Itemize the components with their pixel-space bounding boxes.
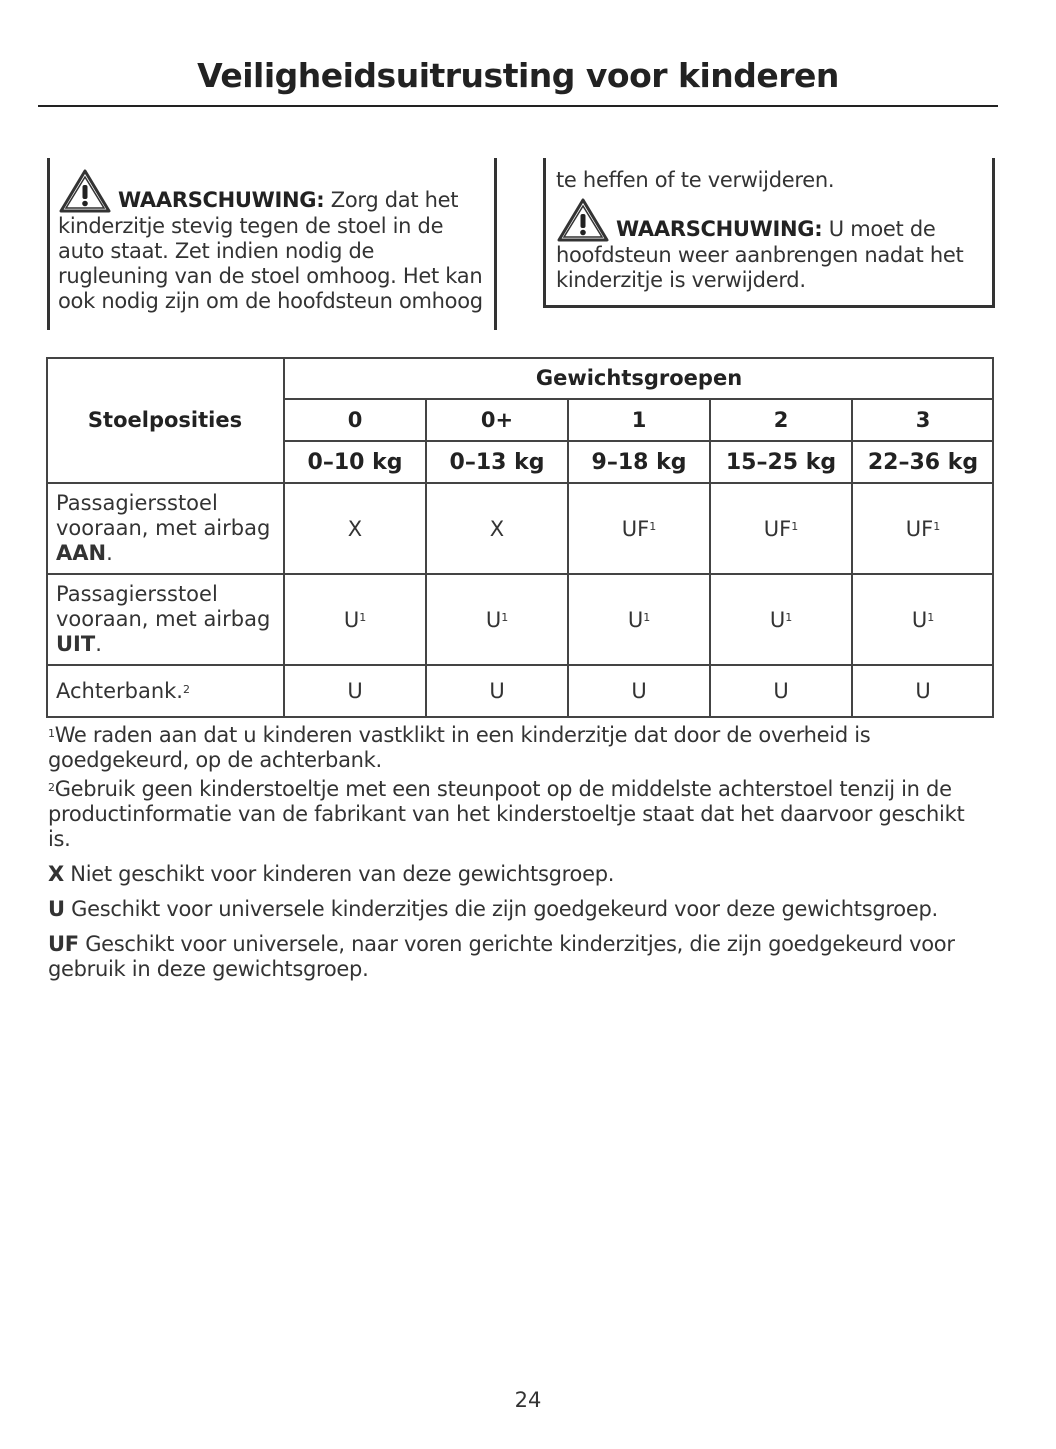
legend-u	[48, 897, 998, 922]
warning-text: U moet de	[828, 217, 936, 241]
footnote-line: Gebruik geen kinderstoeltje met een steunpoot op de middelste achterstoel tenzij in de	[54, 777, 952, 801]
warning-triangle-icon	[556, 197, 610, 243]
seat-position-table	[46, 357, 994, 718]
group-label: 3	[915, 408, 931, 432]
row-label	[46, 483, 284, 574]
cell-value: U	[631, 679, 647, 703]
cell-value: UF	[763, 516, 792, 541]
warning-line: kinderzitje stevig tegen de stoel in de	[58, 214, 444, 238]
weight-range: 0–13 kg	[449, 449, 545, 475]
weight-range: 15–25 kg	[725, 449, 837, 475]
warning-box-left	[47, 158, 497, 330]
table-cell	[284, 483, 426, 574]
warning-label: WAARSCHUWING:	[616, 217, 823, 241]
footnote-number: 2	[48, 781, 55, 794]
cell-sup: 1	[501, 611, 509, 624]
footnote-line: We raden aan dat u kinderen vastklikt in een kinderzitje dat door de overheid is	[54, 723, 871, 747]
table-cell	[710, 483, 852, 574]
legend-x	[48, 862, 998, 887]
cell-value: X	[347, 516, 363, 541]
title-divider	[38, 105, 998, 107]
row-label-line: Passagiersstoel	[56, 582, 218, 606]
table-cell	[852, 665, 994, 717]
cell-value: UF	[621, 516, 650, 541]
group-label: 1	[631, 408, 647, 432]
group-label: 0+	[480, 408, 514, 432]
warning-triangle-icon	[58, 168, 112, 214]
page-number: 24	[514, 1388, 542, 1412]
warning-label: WAARSCHUWING:	[118, 188, 325, 212]
cell-value: U	[911, 607, 928, 632]
legend-text: Geschikt voor universele, naar voren gerichte kinderzitjes, die zijn goedgekeurd voor	[85, 932, 955, 956]
cell-value: U	[343, 607, 360, 632]
warning-line: hoofdsteun weer aanbrengen nadat het	[556, 243, 964, 267]
cell-sup: 1	[785, 611, 793, 624]
legend-text: gebruik in deze gewichtsgroep.	[48, 957, 369, 981]
row-label-text: Achterbank.	[56, 678, 183, 703]
legend-key: X	[48, 862, 64, 886]
warning-line: kinderzitje is verwijderd.	[556, 268, 806, 292]
group-label: 2	[773, 408, 789, 432]
row-label-sup: 2	[182, 682, 190, 696]
row-label-end: .	[106, 541, 113, 565]
table-cell	[426, 483, 568, 574]
table-cell	[710, 574, 852, 665]
cell-sup: 1	[643, 611, 651, 624]
footnote-line: goedgekeurd, op de achterbank.	[48, 748, 382, 772]
warning-continuation: te heffen of te verwijderen.	[556, 168, 835, 192]
row-label-line: vooraan, met airbag	[56, 516, 271, 540]
weight-range: 9–18 kg	[591, 449, 687, 475]
table-cell	[852, 483, 994, 574]
warning-box-right	[543, 158, 995, 308]
table-cell	[284, 665, 426, 717]
table-cell	[568, 574, 710, 665]
row-label	[46, 574, 284, 665]
table-cell	[568, 665, 710, 717]
warning-line: ook nodig zijn om de hoofdsteun omhoog	[58, 289, 483, 313]
page-title: Veiligheidsuitrusting voor kinderen	[197, 56, 839, 95]
row-label	[46, 665, 284, 717]
legend-key: UF	[48, 932, 79, 956]
cell-value: U	[915, 679, 931, 703]
weight-groups-header: Gewichtsgroepen	[535, 366, 743, 390]
warning-line: auto staat. Zet indien nodig de	[58, 239, 375, 263]
table-cell	[426, 665, 568, 717]
cell-sup: 1	[649, 520, 657, 533]
cell-value: U	[769, 607, 786, 632]
cell-sup: 1	[359, 611, 367, 624]
weight-range: 0–10 kg	[307, 449, 403, 475]
table-cell	[568, 483, 710, 574]
table-cell	[284, 574, 426, 665]
cell-value: U	[489, 679, 505, 703]
legend-text: Geschikt voor universele kinderzitjes die zijn goedgekeurd voor deze gewichtsgroep.	[71, 897, 938, 921]
cell-sup: 1	[933, 520, 941, 533]
legend-text: Niet geschikt voor kinderen van deze gewichtsgroep.	[70, 862, 615, 886]
footnote-1	[48, 723, 998, 773]
cell-value: X	[489, 516, 505, 541]
cell-value: U	[773, 679, 789, 703]
row-label-end: .	[95, 632, 102, 656]
warning-line: rugleuning van de stoel omhoog. Het kan	[58, 264, 483, 288]
cell-value: U	[485, 607, 502, 632]
footnote-line: productinformatie van de fabrikant van het kinderstoeltje staat dat het daarvoor geschikt	[48, 802, 965, 826]
row-label-line: Passagiersstoel	[56, 491, 218, 515]
row-label-line: vooraan, met airbag	[56, 607, 271, 631]
weight-range: 22–36 kg	[867, 449, 979, 475]
cell-value: U	[627, 607, 644, 632]
footnote-number: 1	[48, 727, 55, 740]
footnote-2	[48, 777, 998, 852]
warning-text: Zorg dat het	[330, 188, 459, 212]
legend-key: U	[48, 897, 65, 921]
seat-positions-header: Stoelposities	[87, 408, 243, 432]
table-cell	[710, 665, 852, 717]
cell-sup: 1	[791, 520, 799, 533]
row-label-bold: AAN	[56, 541, 107, 565]
cell-sup: 1	[927, 611, 935, 624]
footnote-line: is.	[48, 827, 71, 851]
row-label-bold: UIT	[56, 632, 96, 656]
group-label: 0	[347, 408, 363, 432]
cell-value: U	[347, 679, 363, 703]
table-cell	[852, 574, 994, 665]
table-cell	[426, 574, 568, 665]
legend-uf	[48, 932, 998, 982]
cell-value: UF	[905, 516, 934, 541]
